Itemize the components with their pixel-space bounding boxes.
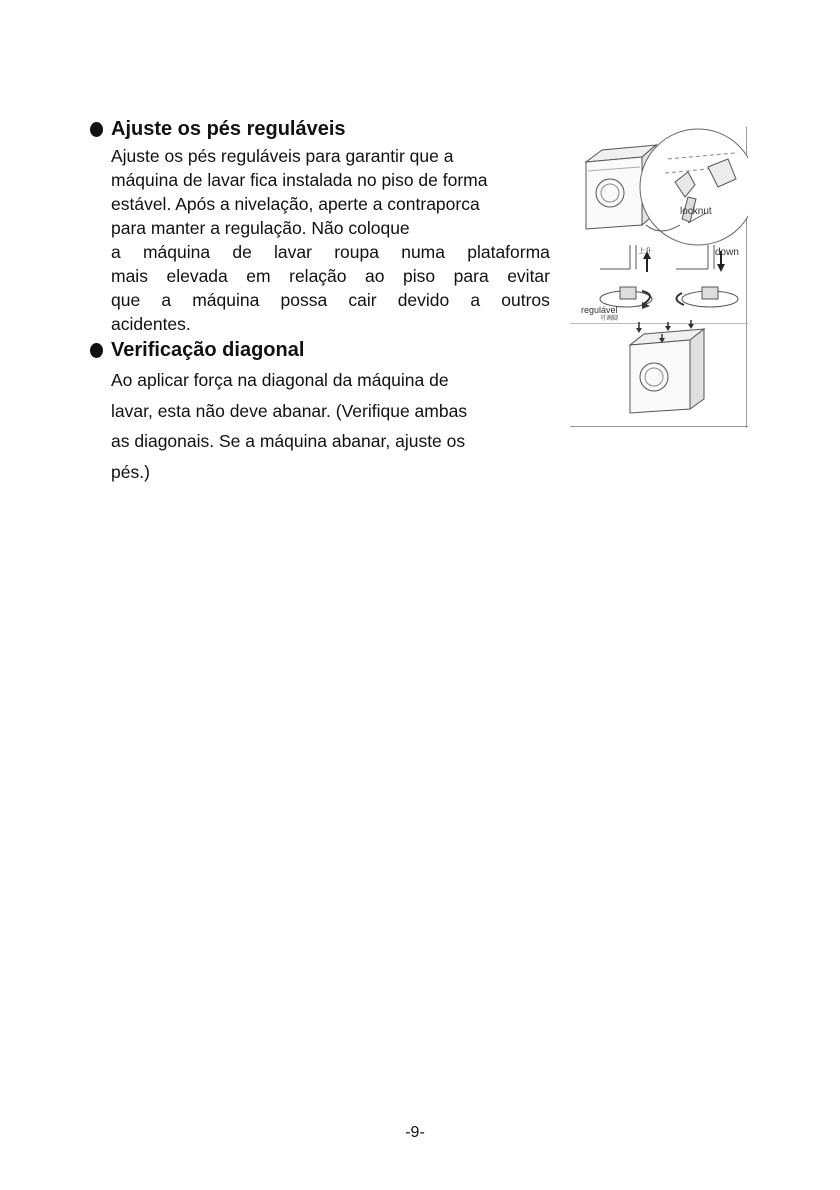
text-line: estável. Após a nivelação, aperte a contraporca xyxy=(111,194,480,214)
word: a xyxy=(470,290,481,310)
page-number: -9- xyxy=(405,1124,425,1141)
text-line xyxy=(111,264,550,288)
section-heading xyxy=(90,339,550,362)
text-line: as diagonais. Se a máquina abanar, ajuste os xyxy=(111,431,466,451)
word: devido xyxy=(397,290,450,310)
word: a xyxy=(161,290,172,310)
word: mais xyxy=(111,266,148,286)
text-line: para manter a regulação. Não coloque xyxy=(111,218,410,238)
word: a xyxy=(111,242,121,262)
word: numa xyxy=(401,242,445,262)
heading-text: Verificação diagonal xyxy=(111,339,305,361)
locknut-label: locknut xyxy=(680,206,712,217)
text-line: Ao aplicar força na diagonal da máquina de xyxy=(111,370,449,390)
word: de xyxy=(232,242,252,262)
washing-machine-illustration xyxy=(570,127,748,428)
word: elevada xyxy=(166,266,228,286)
section-heading xyxy=(90,118,550,141)
adjustable-label: regulável xyxy=(581,305,618,315)
text-line xyxy=(111,288,550,312)
word: lavar xyxy=(274,242,312,262)
word: máquina xyxy=(142,242,211,262)
washing-machine-icon xyxy=(630,329,704,413)
up-label: 上升 xyxy=(638,248,652,255)
word: outros xyxy=(501,290,550,310)
text-line: pés.) xyxy=(111,461,150,482)
word: piso xyxy=(403,266,436,286)
word: possa xyxy=(280,290,328,310)
paragraph xyxy=(111,144,550,336)
paragraph xyxy=(111,365,550,487)
section-diagonal-check xyxy=(90,339,550,487)
word: para xyxy=(453,266,489,286)
bullet-icon xyxy=(90,122,103,137)
word: em xyxy=(246,266,271,286)
text-line: Ajuste os pés reguláveis para garantir que a xyxy=(111,146,454,166)
section-adjust-feet xyxy=(90,118,550,336)
word: ao xyxy=(365,266,385,286)
adjustable-sublabel: 可调脚 xyxy=(600,316,619,322)
heading-text: Ajuste os pés reguláveis xyxy=(111,118,346,140)
down-label: down xyxy=(715,247,739,258)
word: evitar xyxy=(507,266,550,286)
word: plataforma xyxy=(467,242,550,262)
word: cair xyxy=(348,290,377,310)
word: máquina xyxy=(192,290,260,310)
word: roupa xyxy=(334,242,379,262)
text-line: lavar, esta não deve abanar. (Verifique ambas xyxy=(111,400,468,421)
text-line: acidentes. xyxy=(111,314,191,334)
word: que xyxy=(111,290,141,310)
word: relação xyxy=(289,266,347,286)
bullet-icon xyxy=(90,343,103,358)
text-line: máquina de lavar fica instalada no piso de forma xyxy=(111,170,488,190)
text-line xyxy=(111,240,550,264)
